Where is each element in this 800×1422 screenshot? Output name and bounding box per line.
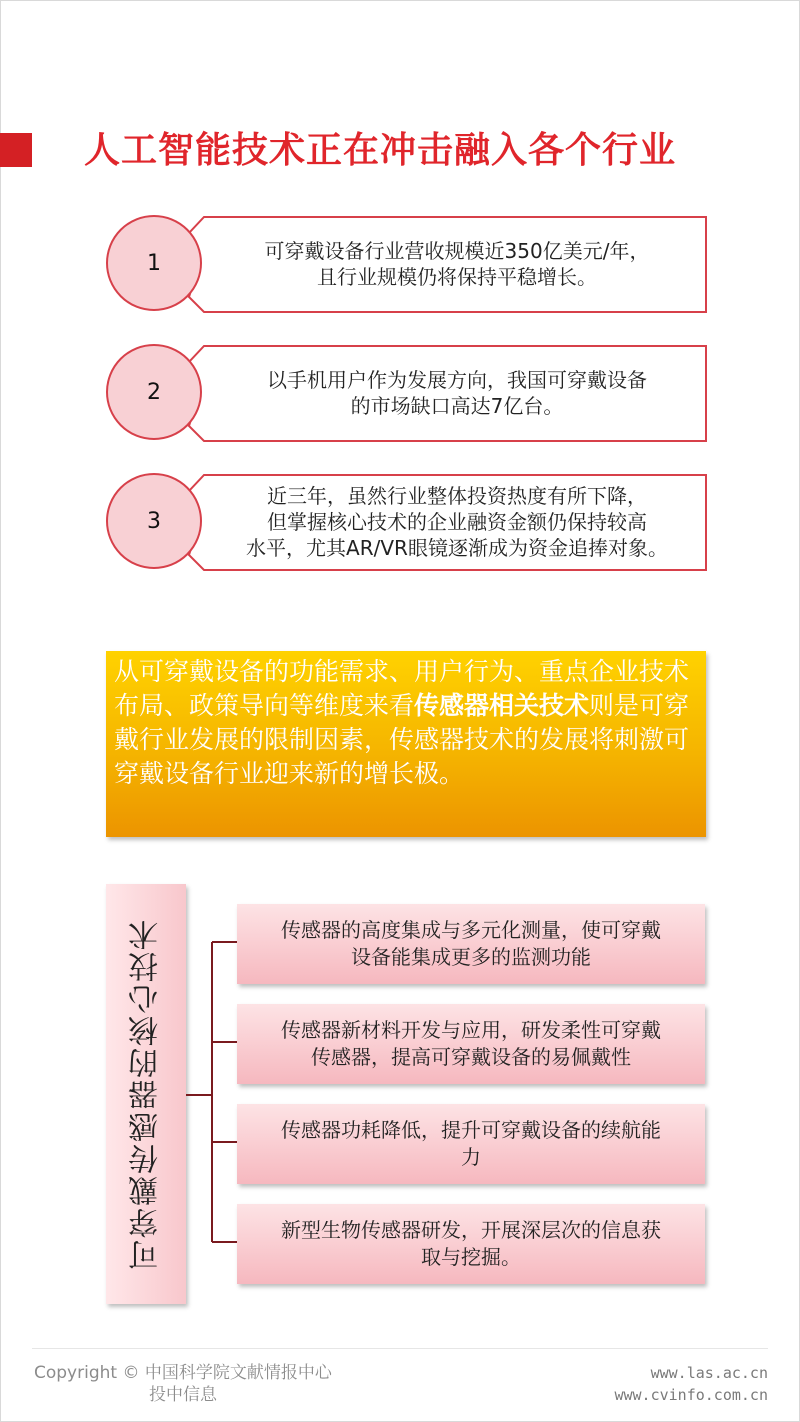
core-tech-label: 可穿戴传感器的核心技术: [129, 918, 164, 1270]
point-number-badge: 2: [106, 344, 202, 440]
point-line: 以手机用户作为发展方向，我国可穿戴设备: [267, 367, 647, 392]
tech-line: 传感器新材料开发与应用，研发柔性可穿戴: [281, 1018, 661, 1042]
copyright-text: Copyright © 中国科学院文献情报中心: [34, 1363, 332, 1383]
footer-link-las[interactable]: www.las.ac.cn: [650, 1364, 768, 1382]
point-1: [104, 215, 709, 315]
highlight-bold-text: 传感器相关技术: [414, 691, 590, 720]
point-line: 但掌握核心技术的企业融资金额仍保持较高: [267, 509, 647, 534]
tech-line: 传感器的高度集成与多元化测量，使可穿戴: [281, 918, 661, 942]
footer-copyright: [34, 1362, 332, 1406]
point-line: 且行业规模仍将保持平稳增长。: [316, 264, 597, 289]
point-line: 的市场缺口高达7亿台。: [350, 393, 564, 418]
highlight-box: [106, 651, 706, 837]
tech-line: 传感器功耗降低，提升可穿戴设备的续航能: [281, 1118, 661, 1142]
point-line: 近三年，虽然行业整体投资热度有所下降，: [267, 483, 647, 508]
core-tech-item-2: [237, 1004, 705, 1084]
core-tech-item-1: [237, 904, 705, 984]
core-tech-item-4: [237, 1204, 705, 1284]
point-number-badge: 1: [106, 215, 202, 311]
core-tech-item-3: [237, 1104, 705, 1184]
tech-line: 取与挖掘。: [421, 1245, 521, 1269]
tech-line: 力: [461, 1145, 481, 1169]
highlight-text-end: 则是可穿戴行业发展的限制因素，传感器技术的发展将刺激可穿戴设备行业迎来新的增长极。: [114, 691, 690, 788]
footer-link-cvinfo[interactable]: www.cvinfo.com.cn: [614, 1386, 768, 1404]
title-marker: [0, 133, 32, 167]
point-text: [212, 473, 702, 570]
point-number-badge: 3: [106, 473, 202, 569]
page-title: 人工智能技术正在冲击融入各个行业: [84, 130, 677, 171]
point-3: [104, 473, 709, 573]
point-line: 可穿戴设备行业营收规模近350亿美元/年，: [264, 238, 650, 263]
copyright-source: 投中信息: [149, 1385, 217, 1405]
tech-line: 设备能集成更多的监测功能: [351, 945, 591, 969]
point-2: [104, 344, 709, 444]
tech-line: 传感器，提高可穿戴设备的易佩戴性: [311, 1045, 631, 1069]
point-text: [212, 215, 702, 312]
point-text: [212, 344, 702, 441]
tech-line: 新型生物传感器研发，开展深层次的信息获: [281, 1218, 661, 1242]
point-line: 水平，尤其AR/VR眼镜逐渐成为资金追捧对象。: [246, 535, 668, 560]
highlight-text: 从可穿戴设备的功能需求、用户行为、重点企业技术布局、政策导向等维度来看: [114, 657, 690, 720]
footer-divider: [32, 1348, 768, 1349]
footer-links: [614, 1362, 768, 1406]
